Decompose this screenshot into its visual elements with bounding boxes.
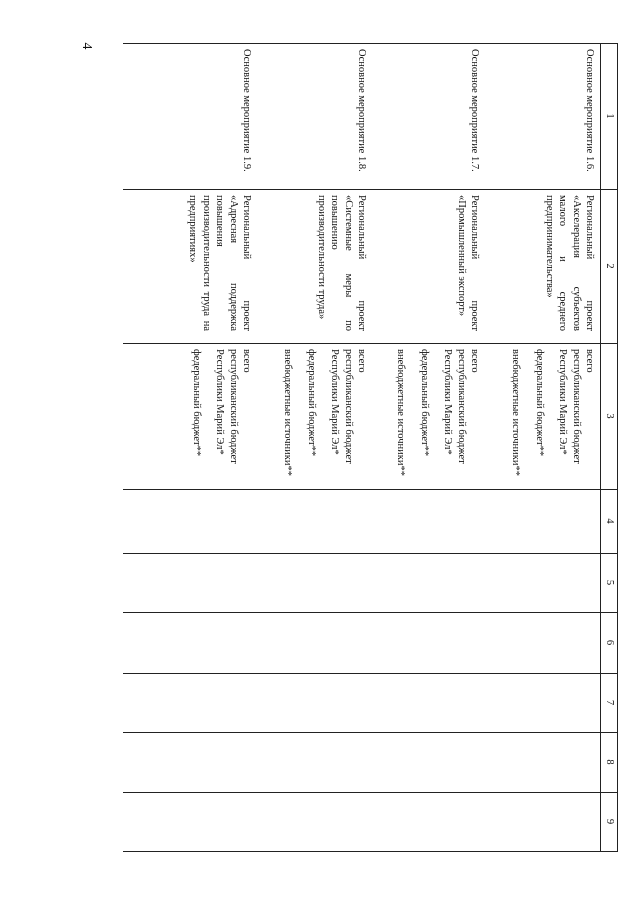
- header-col-4: 4: [604, 518, 615, 524]
- header-col-6: 6: [604, 639, 615, 646]
- table-border-left: [123, 43, 618, 44]
- header-col-2: 2: [604, 263, 615, 269]
- source-federal-budget: федеральный бюджет**: [418, 349, 430, 457]
- activity-cell: Основное мероприятие 1.8.: [356, 49, 367, 172]
- source-republic-budget: республиканский бюджет Республики Марий Эл*: [442, 349, 467, 464]
- source-republic-budget: республиканский бюджет Республики Марий Эл*: [329, 349, 354, 464]
- source-extrabudgetary: внебюджетные источники**: [282, 349, 294, 477]
- column-divider: [123, 792, 618, 793]
- column-divider: [123, 189, 618, 190]
- source-total: всего: [469, 349, 480, 373]
- source-total: всего: [241, 349, 252, 373]
- activity-cell: Основное мероприятие 1.6.: [584, 49, 595, 172]
- column-divider: [123, 612, 618, 613]
- funding-sources-cell: [509, 349, 596, 485]
- source-republic-budget: республиканский бюджет Республики Марий Эл*: [557, 349, 582, 464]
- source-republic-budget: республиканский бюджет Республики Марий Эл*: [214, 349, 239, 464]
- source-federal-budget: федеральный бюджет**: [533, 349, 545, 457]
- column-divider: [123, 489, 618, 490]
- table-border-right: [123, 851, 618, 852]
- page-number: 4: [79, 42, 94, 50]
- project-cell: Региональный проект «Промышленный экспорт»: [455, 195, 480, 331]
- activity-cell: Основное мероприятие 1.7.: [469, 49, 480, 172]
- project-cell: Региональный проект «Адресная поддержка повышения производительности труда на предприятиях»: [187, 195, 252, 331]
- funding-sources-cell: [394, 349, 481, 485]
- header-col-1: 1: [604, 113, 615, 119]
- budget-table: [123, 43, 618, 851]
- header-col-3: 3: [604, 413, 615, 419]
- source-total: всего: [584, 349, 595, 373]
- source-extrabudgetary: внебюджетные источники**: [395, 349, 407, 477]
- header-col-7: 7: [604, 699, 615, 706]
- header-col-8: 8: [604, 759, 615, 765]
- activity-cell: Основное мероприятие 1.9.: [241, 49, 252, 172]
- header-col-5: 5: [604, 579, 615, 586]
- header-col-9: 9: [604, 818, 615, 825]
- source-extrabudgetary: внебюджетные источники**: [510, 349, 522, 477]
- funding-sources-cell: [281, 349, 368, 485]
- source-federal-budget: федеральный бюджет**: [305, 349, 317, 457]
- source-total: всего: [356, 349, 367, 373]
- project-cell: Региональный проект «Системные меры по повышению производительности труда»: [315, 195, 367, 331]
- column-divider: [123, 343, 618, 344]
- column-divider: [123, 732, 618, 733]
- column-divider: [123, 553, 618, 554]
- project-cell: Региональный проект «Акселерация субъектов малого и среднего предпринимательства»: [543, 195, 595, 331]
- column-divider: [123, 673, 618, 674]
- funding-sources-cell: [189, 349, 253, 485]
- source-federal-budget: федеральный бюджет**: [190, 349, 202, 457]
